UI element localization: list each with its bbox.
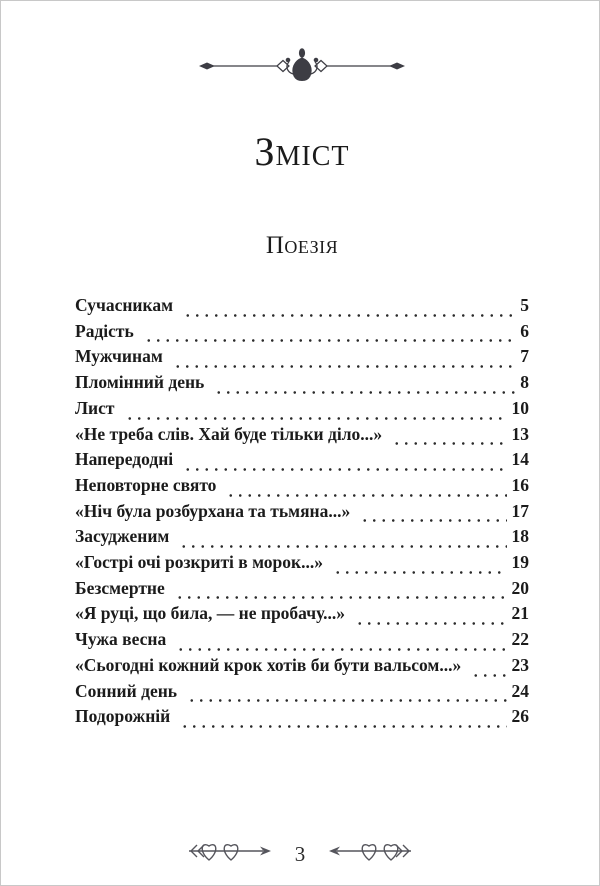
toc-entry-page: 6 (520, 320, 529, 341)
dot-leader (180, 300, 515, 319)
toc-entry (75, 550, 529, 576)
toc-entry-title: «Ніч була розбурхана та тьмяна...» (75, 500, 351, 521)
toc-entry-page: 13 (511, 423, 529, 444)
toc-entry (75, 447, 529, 473)
toc-entry-title: Подорожній (75, 706, 171, 727)
toc-entry-title: Пломінний день (75, 372, 205, 393)
toc-list (75, 293, 529, 730)
dot-leader (177, 711, 506, 730)
toc-entry-title: Мужчинам (75, 346, 163, 367)
toc-entry-title: Напередодні (75, 449, 174, 470)
toc-entry-title: Чужа весна (75, 629, 167, 650)
toc-entry (75, 704, 529, 730)
section-heading: Поезія (265, 232, 339, 259)
toc-entry (75, 422, 529, 448)
hearts-arrow-ornament-right-icon (327, 836, 413, 871)
toc-entry-page: 8 (520, 372, 529, 393)
toc-entry (75, 653, 529, 679)
toc-entry (75, 499, 529, 525)
toc-entry (75, 679, 529, 705)
toc-entry-title: «Я руці, що била, — не пробачу...» (75, 603, 345, 624)
dot-leader (170, 351, 515, 370)
dot-leader (211, 377, 515, 396)
toc-entry-title: Сонний день (75, 680, 178, 701)
toc-entry (75, 319, 529, 345)
toc-entry (75, 396, 529, 422)
dot-leader (223, 480, 506, 499)
dot-leader (184, 685, 506, 704)
toc-entry-title: «Гострі очі розкриті в морок...» (75, 552, 323, 573)
toc-entry-title: Лист (75, 397, 115, 418)
toc-entry-page: 16 (511, 474, 529, 495)
toc-entry-title: Засудженим (75, 526, 170, 547)
toc-entry (75, 370, 529, 396)
toc-entry (75, 576, 529, 602)
toc-entry-title: Сучасникам (75, 295, 173, 315)
toc-entry-page: 7 (520, 346, 529, 367)
toc-entry (75, 344, 529, 370)
toc-entry (75, 293, 529, 319)
dot-leader (176, 531, 506, 550)
toc-entry (75, 473, 529, 499)
dot-leader (330, 557, 507, 576)
toc-entry-title: Радість (75, 320, 134, 341)
toc-entry (75, 627, 529, 653)
dot-leader (141, 325, 515, 344)
page-footer (1, 836, 599, 871)
toc-entry-page: 14 (511, 449, 529, 470)
toc-entry (75, 524, 529, 550)
toc-entry-page: 24 (511, 680, 529, 701)
toc-entry-page: 5 (520, 295, 529, 315)
dot-leader (468, 660, 506, 679)
toc-entry-title: Безсмертне (75, 577, 165, 598)
dot-leader (357, 505, 506, 524)
toc-entry-page: 21 (511, 603, 529, 624)
toc-entry-title: «Не треба слів. Хай буде тільки діло...» (75, 423, 383, 444)
toc-entry-page: 17 (511, 500, 529, 521)
dot-leader (173, 634, 506, 653)
dot-leader (389, 428, 506, 447)
page-title: Зміст (254, 129, 350, 174)
floral-divider-ornament-icon (197, 45, 407, 92)
hearts-arrow-ornament-left-icon (187, 836, 273, 871)
dot-leader (352, 608, 507, 627)
toc-entry-page: 23 (511, 654, 529, 675)
toc-entry (75, 601, 529, 627)
dot-leader (180, 454, 506, 473)
toc-entry-page: 26 (511, 706, 529, 727)
top-divider (75, 45, 529, 92)
toc-entry-page: 10 (511, 397, 529, 418)
folio-page-number: 3 (294, 841, 306, 866)
dot-leader (122, 403, 507, 422)
toc-entry-page: 20 (511, 577, 529, 598)
toc-entry-title: Неповторне свято (75, 474, 217, 495)
toc-entry-page: 19 (511, 552, 529, 573)
toc-entry-title: «Сьогодні кожний крок хотів би бути вальсом...» (75, 654, 462, 675)
dot-leader (172, 582, 507, 601)
toc-entry-page: 22 (511, 629, 529, 650)
toc-entry-page: 18 (511, 526, 529, 547)
